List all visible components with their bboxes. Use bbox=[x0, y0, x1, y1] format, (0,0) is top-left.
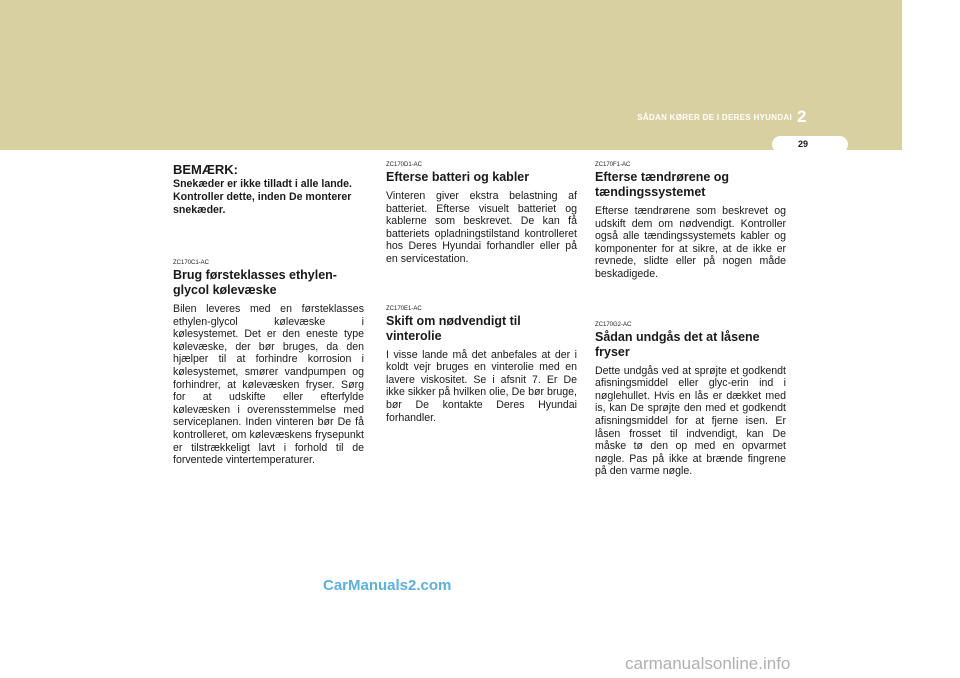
section-title-battery: Efterse batteri og kabler bbox=[386, 170, 530, 184]
watermark-link-left[interactable]: CarManuals2.com bbox=[323, 577, 452, 594]
page-number: 29 bbox=[797, 139, 808, 149]
section-code: ZC170D1-AC bbox=[386, 162, 423, 168]
column-middle bbox=[386, 162, 577, 424]
section-text-locks: Dette undgås ved at sprøjte et godkendt afisningsmiddel eller glyc-erin ind i nøglehullet. Hvis en lås er dækket med is, kan De sprøjte den med et godkendt afisningsmiddel for at fjerne isen. Er låsen frosset til indvendigt, kan De måske tø den op med en opvarmet nøgle. Pas på ikke at brænde fingrene på den varme nøgle. bbox=[595, 364, 786, 478]
section-text-battery: Vinteren giver ekstra belastning af batteriet. Efterse visuelt batteriet og kablerne som beskrevet. De kan få batteriets opladningstilstand kontrolleret hos Deres Hyundai forhandler eller på en servicestation. bbox=[386, 190, 577, 265]
header-band bbox=[0, 0, 902, 150]
section-code: ZC170G2-AC bbox=[595, 321, 632, 328]
section-text-coolant: Bilen leveres med en førsteklasses ethylen-glycol kølevæske i kølesystemet. Det er den eneste type kølevæske, der bør bruges, da den hjælper til at forhindre korrosion i kølesystemet, smører vandpumpen og forhindrer, at kølevæsken fryser. Sørg for at udskifte eller efterfylde kølevæsken i overensstemmelse med serviceplanen. Inden vinteren bør De få kontrolleret, om kølevæskens frysepunkt er tilstrækkeligt lavt i forhold til de forventede vintertemperaturer. bbox=[173, 303, 364, 467]
section-code: ZC170E1-AC bbox=[386, 305, 422, 312]
section-text-ignition: Efterse tændrørene som beskrevet og udskift dem om nødvendigt. Kontroller også alle tændingssystemets kabler og komponenter for at sikre, at de ikke er revnede, slidte eller på nogen måde beskadigede. bbox=[595, 205, 786, 280]
note-heading: BEMÆRK: bbox=[173, 162, 238, 177]
chapter-label: SÅDAN KØRER DE I DERES HYUNDAI bbox=[637, 113, 792, 122]
section-title-ignition: Efterse tændrørene og tændingssystemet bbox=[595, 170, 730, 199]
section-title-coolant: Brug førsteklasses ethylen-glycol kølevæske bbox=[173, 268, 337, 297]
page-tab bbox=[772, 136, 848, 153]
section-code: ZC170F1-AC bbox=[595, 162, 631, 168]
section-title-oil: Skift om nødvendigt til vinterolie bbox=[386, 313, 521, 343]
column-left bbox=[173, 162, 364, 467]
chapter-number: 2 bbox=[797, 107, 807, 126]
watermark-bottom: carmanualsonline.info bbox=[625, 654, 791, 673]
column-right bbox=[595, 162, 786, 478]
note-text: Snekæder er ikke tilladt i alle lande. Kontroller dette, inden De monterer snekæder. bbox=[173, 178, 352, 216]
section-title-locks: Sådan undgås det at låsene fryser bbox=[595, 329, 760, 359]
section-text-oil: I visse lande må det anbefales at der i koldt vejr bruges en vinterolie med en lavere viskositet. Se i afsnit 7. Er De ikke sikker på hvilken olie, De bør bruge, bør De kontakte Deres Hyundai forhandler. bbox=[386, 348, 577, 424]
section-code: ZC170C1-AC bbox=[173, 260, 210, 266]
